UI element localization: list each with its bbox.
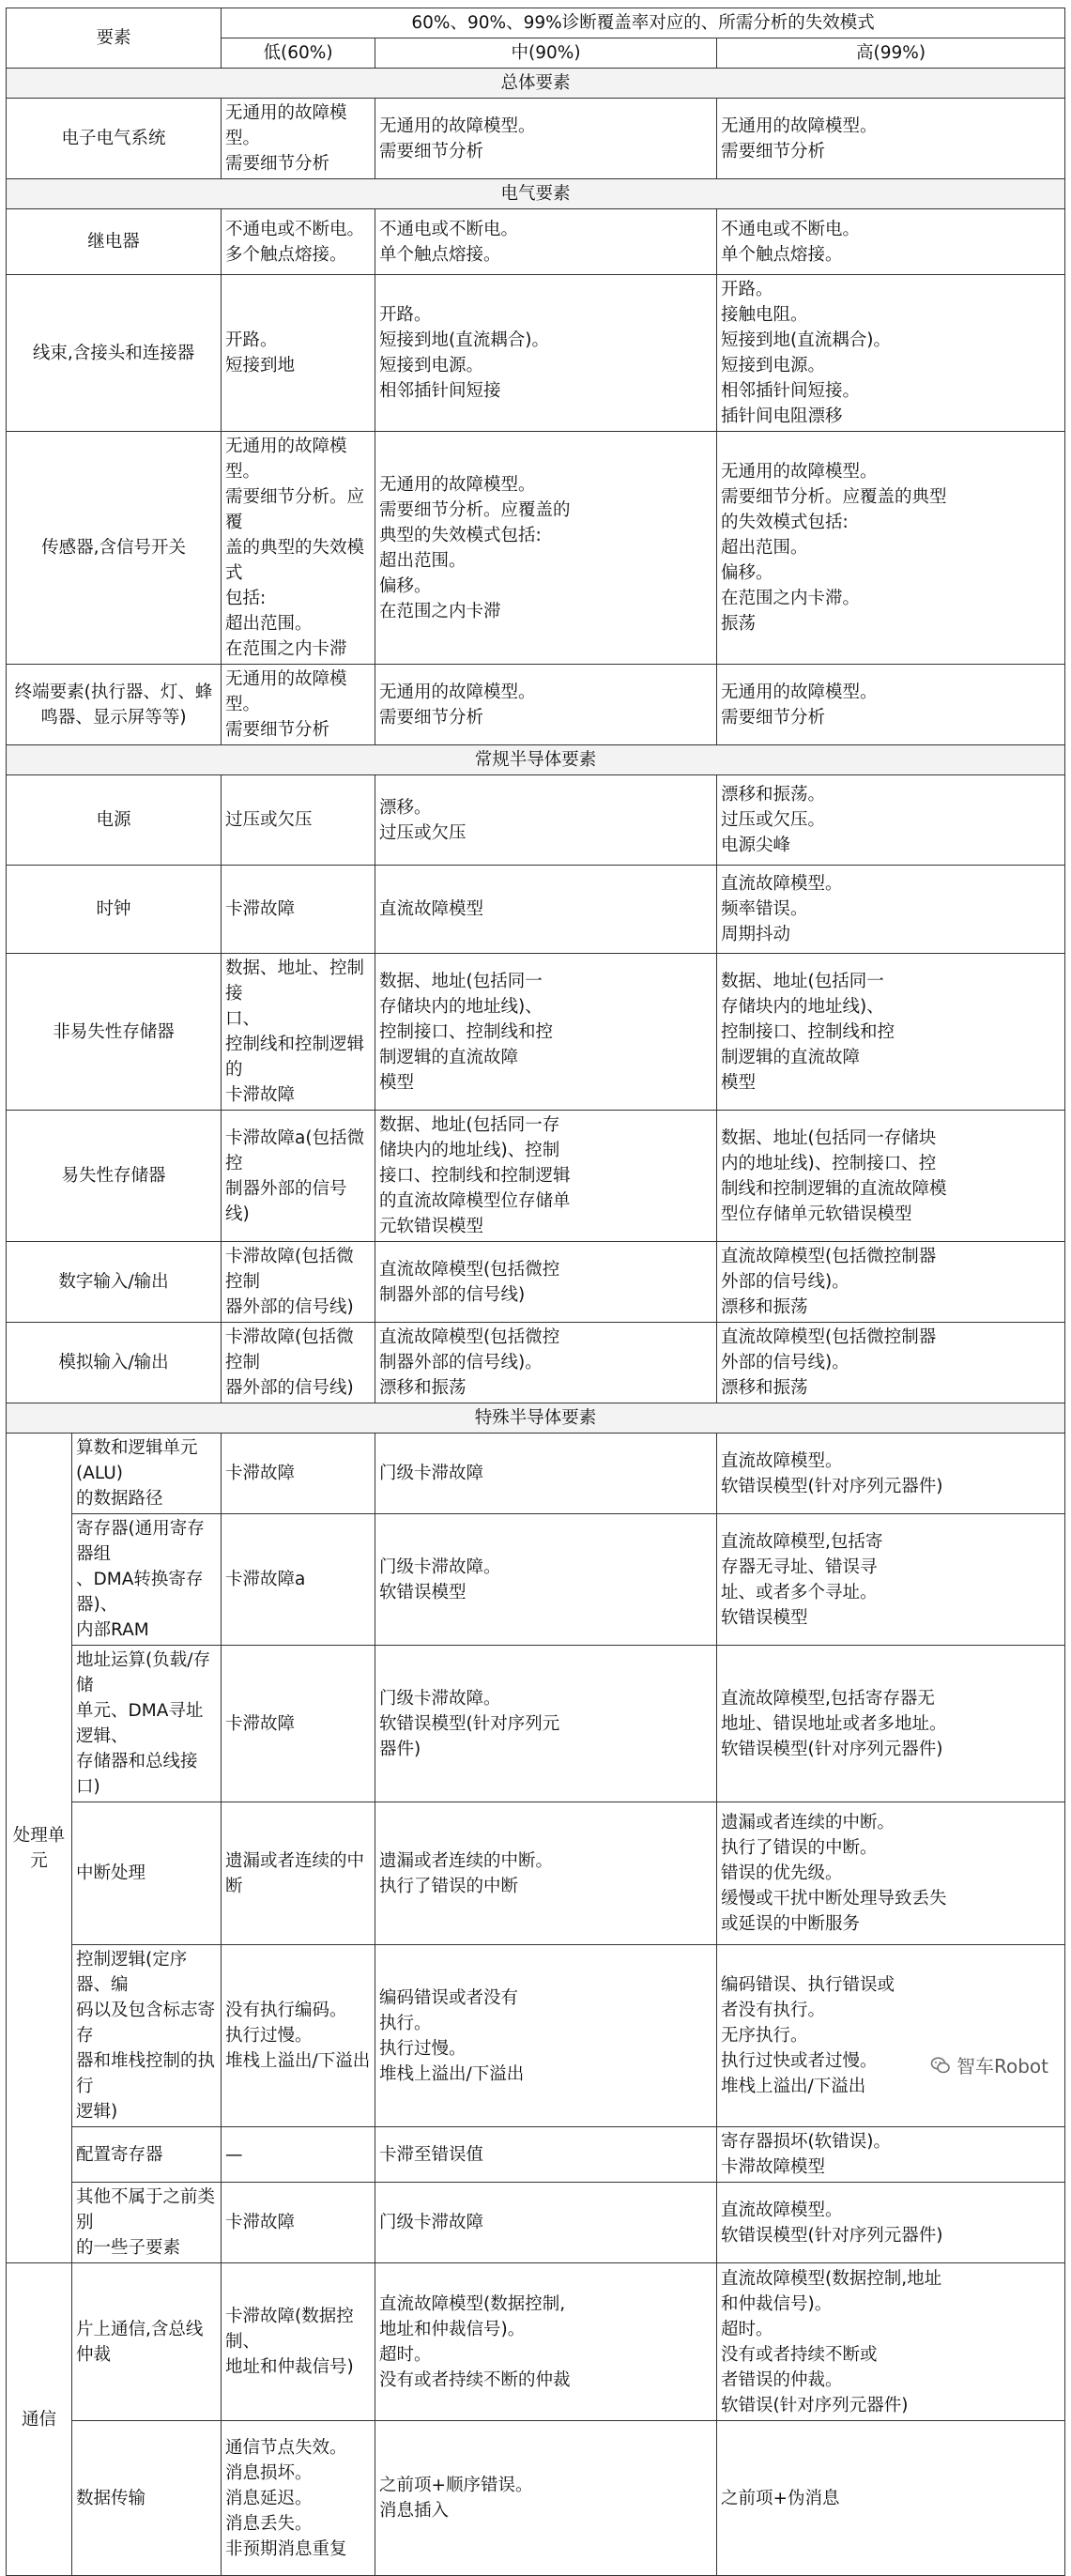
section-special-semiconductor: 特殊半导体要素	[7, 1403, 1065, 1434]
low-cell: 数据、地址、控制接 口、 控制线和控制逻辑的 卡滞故障	[222, 954, 375, 1111]
high-cell: 直流故障模型。 软错误模型(针对序列元器件)	[717, 1434, 1065, 1514]
element-name: 继电器	[7, 209, 222, 275]
element-name: 电子电气系统	[7, 99, 222, 179]
element-name: 控制逻辑(定序器、编 码以及包含标志寄存 器和堆栈控制的执行 逻辑)	[72, 1945, 222, 2127]
high-cell: 漂移和振荡。 过压或欠压。 电源尖峰	[717, 775, 1065, 866]
element-name: 地址运算(负载/存储 单元、DMA寻址逻辑、 存储器和总线接口)	[72, 1646, 222, 1802]
mid-cell: 漂移。 过压或欠压	[375, 775, 717, 866]
element-name: 传感器,含信号开关	[7, 432, 222, 665]
section-electrical: 电气要素	[7, 179, 1065, 209]
high-cell: 数据、地址(包括同一 存储块内的地址线)、 控制接口、控制线和控 制逻辑的直流故障 模型	[717, 954, 1065, 1111]
element-name: 模拟输入/输出	[7, 1323, 222, 1403]
high-cell: 直流故障模型。 软错误模型(针对序列元器件)	[717, 2183, 1065, 2263]
low-cell: 卡滞故障	[222, 1434, 375, 1514]
high-cell: 之前项+伪消息	[717, 2421, 1065, 2576]
low-cell: —	[222, 2127, 375, 2183]
high-cell: 无通用的故障模型。 需要细节分析	[717, 99, 1065, 179]
mid-cell: 无通用的故障模型。 需要细节分析	[375, 665, 717, 745]
mid-cell: 数据、地址(包括同一存 储块内的地址线)、控制 接口、控制线和控制逻辑 的直流故障模型位存储单 元软错误模型	[375, 1111, 717, 1242]
high-cell: 遗漏或者连续的中断。 执行了错误的中断。 错误的优先级。 缓慢或干扰中断处理导致丢失 或延误的中断服务	[717, 1802, 1065, 1945]
high-cell: 无通用的故障模型。 需要细节分析。应覆盖的典型 的失效模式包括: 超出范围。 偏移。 在范围之内卡滞。 振荡	[717, 432, 1065, 665]
low-cell: 卡滞故障a	[222, 1514, 375, 1646]
element-name: 终端要素(执行器、灯、蜂 鸣器、显示屏等等)	[7, 665, 222, 745]
high-cell: 直流故障模型,包括寄 存器无寻址、错误寻 址、或者多个寻址。 软错误模型	[717, 1514, 1065, 1646]
header-mid: 中(90%)	[375, 38, 717, 69]
mid-cell: 无通用的故障模型。 需要细节分析。应覆盖的 典型的失效模式包括: 超出范围。 偏移。 在范围之内卡滞	[375, 432, 717, 665]
header-coverage-title: 60%、90%、99%诊断覆盖率对应的、所需分析的失效模式	[222, 8, 1065, 38]
low-cell: 卡滞故障(包括微控制 器外部的信号线)	[222, 1323, 375, 1403]
header-element: 要素	[7, 8, 222, 69]
element-name: 配置寄存器	[72, 2127, 222, 2183]
wechat-icon	[930, 2055, 951, 2076]
section-general: 总体要素	[7, 69, 1065, 99]
high-cell: 直流故障模型(数据控制,地址 和仲裁信号)。 超时。 没有或者持续不断或 者错误的仲裁。 软错误(针对序列元器件)	[717, 2263, 1065, 2421]
low-cell: 无通用的故障模型。 需要细节分析	[222, 665, 375, 745]
low-cell: 无通用的故障模型。 需要细节分析。应覆 盖的典型的失效模式 包括: 超出范围。 在范围之内卡滞	[222, 432, 375, 665]
group-processing-unit: 处理单元	[7, 1434, 72, 2263]
watermark-text: 智车Robot	[956, 2055, 1048, 2078]
mid-cell: 编码错误或者没有 执行。 执行过慢。 堆栈上溢出/下溢出	[375, 1945, 717, 2127]
failure-mode-table	[6, 8, 1065, 2576]
mid-cell: 直流故障模型(包括微控 制器外部的信号线)	[375, 1242, 717, 1323]
high-cell: 不通电或不断电。 单个触点熔接。	[717, 209, 1065, 275]
low-cell: 遗漏或者连续的中断	[222, 1802, 375, 1945]
high-cell: 数据、地址(包括同一存储块 内的地址线)、控制接口、控 制线和控制逻辑的直流故障模 型位存储单元软错误模型	[717, 1111, 1065, 1242]
low-cell: 过压或欠压	[222, 775, 375, 866]
mid-cell: 卡滞至错误值	[375, 2127, 717, 2183]
mid-cell: 直流故障模型	[375, 866, 717, 954]
mid-cell: 门级卡滞故障。 软错误模型(针对序列元 器件)	[375, 1646, 717, 1802]
high-cell: 寄存器损坏(软错误)。 卡滞故障模型	[717, 2127, 1065, 2183]
low-cell: 卡滞故障	[222, 866, 375, 954]
mid-cell: 直流故障模型(数据控制, 地址和仲裁信号)。 超时。 没有或者持续不断的仲裁	[375, 2263, 717, 2421]
high-cell: 直流故障模型(包括微控制器 外部的信号线)。 漂移和振荡	[717, 1323, 1065, 1403]
element-name: 片上通信,含总线仲裁	[72, 2263, 222, 2421]
high-cell: 直流故障模型(包括微控制器 外部的信号线)。 漂移和振荡	[717, 1242, 1065, 1323]
mid-cell: 无通用的故障模型。 需要细节分析	[375, 99, 717, 179]
element-name: 电源	[7, 775, 222, 866]
high-cell: 直流故障模型。 频率错误。 周期抖动	[717, 866, 1065, 954]
mid-cell: 不通电或不断电。 单个触点熔接。	[375, 209, 717, 275]
low-cell: 开路。 短接到地	[222, 275, 375, 432]
mid-cell: 开路。 短接到地(直流耦合)。 短接到电源。 相邻插针间短接	[375, 275, 717, 432]
high-cell: 直流故障模型,包括寄存器无 地址、错误地址或者多地址。 软错误模型(针对序列元器件)	[717, 1646, 1065, 1802]
high-cell: 编码错误、执行错误或 者没有执行。 无序执行。 执行过快或者过慢。 堆栈上溢出/下溢出	[717, 1945, 1065, 2127]
element-name: 中断处理	[72, 1802, 222, 1945]
mid-cell: 直流故障模型(包括微控 制器外部的信号线)。 漂移和振荡	[375, 1323, 717, 1403]
high-cell: 无通用的故障模型。 需要细节分析	[717, 665, 1065, 745]
low-cell: 不通电或不断电。 多个触点熔接。	[222, 209, 375, 275]
low-cell: 卡滞故障a(包括微控 制器外部的信号线)	[222, 1111, 375, 1242]
low-cell: 卡滞故障(数据控制、 地址和仲裁信号)	[222, 2263, 375, 2421]
mid-cell: 门级卡滞故障	[375, 1434, 717, 1514]
group-communication: 通信	[7, 2263, 72, 2576]
element-name: 其他不属于之前类别 的一些子要素	[72, 2183, 222, 2263]
mid-cell: 门级卡滞故障	[375, 2183, 717, 2263]
element-name: 数字输入/输出	[7, 1242, 222, 1323]
element-name: 易失性存储器	[7, 1111, 222, 1242]
element-name: 时钟	[7, 866, 222, 954]
mid-cell: 门级卡滞故障。 软错误模型	[375, 1514, 717, 1646]
element-name: 线束,含接头和连接器	[7, 275, 222, 432]
watermark	[926, 2051, 1052, 2078]
low-cell: 通信节点失效。 消息损坏。 消息延迟。 消息丢失。 非预期消息重复	[222, 2421, 375, 2576]
low-cell: 卡滞故障	[222, 2183, 375, 2263]
header-low: 低(60%)	[222, 38, 375, 69]
low-cell: 无通用的故障模型。 需要细节分析	[222, 99, 375, 179]
section-conventional-semiconductor: 常规半导体要素	[7, 745, 1065, 775]
element-name: 寄存器(通用寄存器组 、DMA转换寄存器)、 内部RAM	[72, 1514, 222, 1646]
element-name: 非易失性存储器	[7, 954, 222, 1111]
low-cell: 没有执行编码。 执行过慢。 堆栈上溢出/下溢出	[222, 1945, 375, 2127]
mid-cell: 之前项+顺序错误。 消息插入	[375, 2421, 717, 2576]
element-name: 算数和逻辑单元(ALU) 的数据路径	[72, 1434, 222, 1514]
coverage-table-container	[6, 8, 1064, 2576]
low-cell: 卡滞故障(包括微控制 器外部的信号线)	[222, 1242, 375, 1323]
element-name: 数据传输	[72, 2421, 222, 2576]
low-cell: 卡滞故障	[222, 1646, 375, 1802]
mid-cell: 遗漏或者连续的中断。 执行了错误的中断	[375, 1802, 717, 1945]
mid-cell: 数据、地址(包括同一 存储块内的地址线)、 控制接口、控制线和控 制逻辑的直流故障 模型	[375, 954, 717, 1111]
high-cell: 开路。 接触电阻。 短接到地(直流耦合)。 短接到电源。 相邻插针间短接。 插针间电阻漂移	[717, 275, 1065, 432]
header-high: 高(99%)	[717, 38, 1065, 69]
